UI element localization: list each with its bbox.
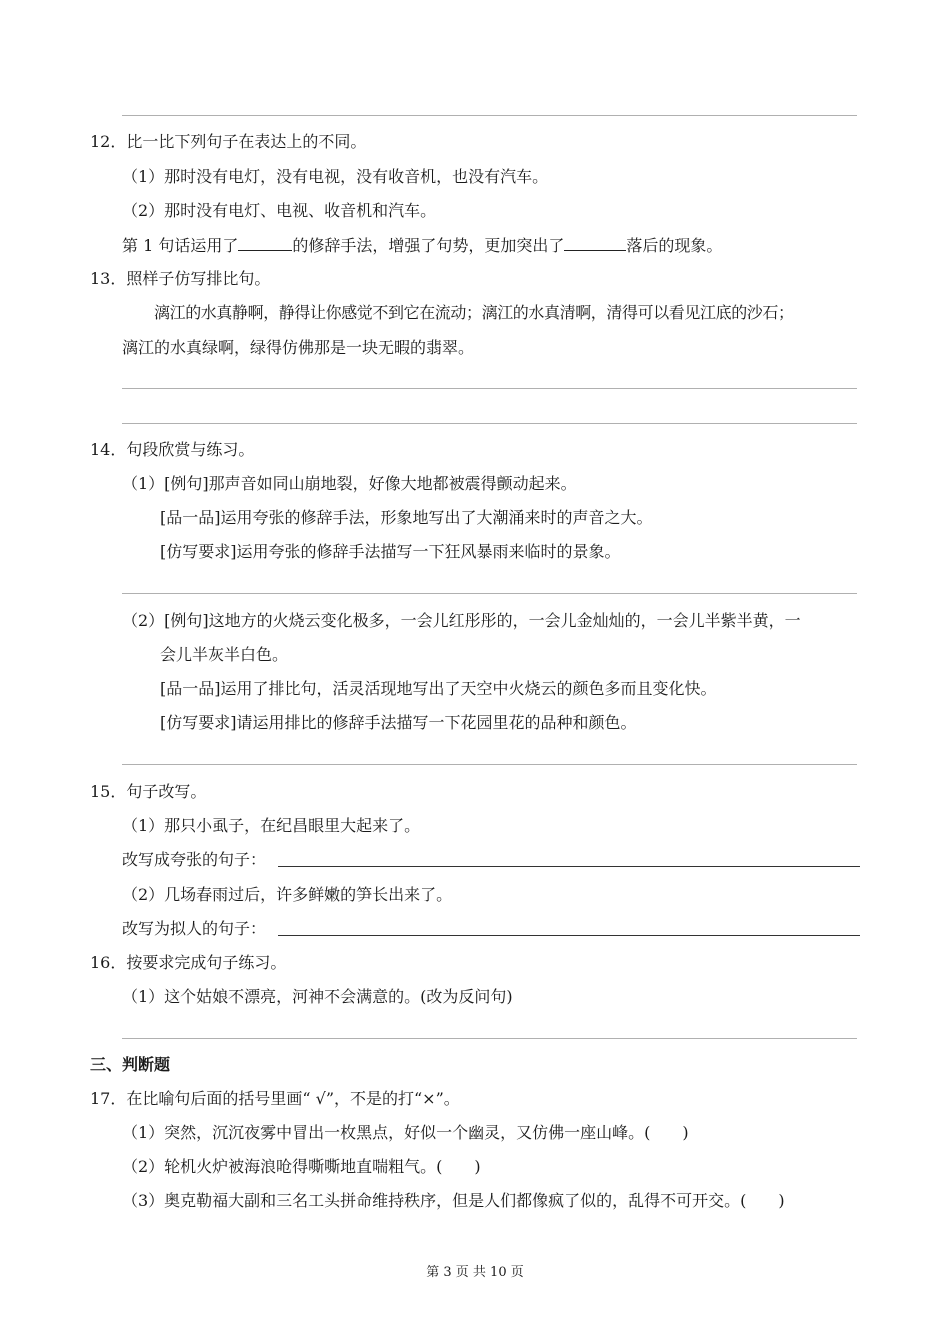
answer-line[interactable] bbox=[278, 935, 860, 936]
answer-line[interactable] bbox=[278, 866, 860, 867]
question-13-title: 13．照样子仿写排比句。 bbox=[90, 269, 271, 288]
question-14-title: 14．句段欣赏与练习。 bbox=[90, 440, 255, 459]
question-13-example-line-1: 漓江的水真静啊，静得让你感觉不到它在流动；漓江的水真清啊，清得可以看见江底的沙石； bbox=[154, 303, 794, 322]
fill-text-b: 的修辞手法，增强了句势，更加突出了 bbox=[292, 236, 565, 255]
question-14-part-1-analysis: [品一品]运用夸张的修辞手法，形象地写出了大潮涌来时的声音之大。 bbox=[160, 508, 653, 527]
question-17-item-2: （2）轮机火炉被海浪呛得嘶嘶地直喘粗气。( ) bbox=[122, 1157, 481, 1176]
answer-line bbox=[122, 593, 857, 594]
question-16-title: 16．按要求完成句子练习。 bbox=[90, 953, 287, 972]
question-14-part-2-task: [仿写要求]请运用排比的修辞手法描写一下花园里花的品种和颜色。 bbox=[160, 713, 637, 732]
question-14-part-1-example: （1）[例句]那声音如同山崩地裂，好像大地都被震得颤动起来。 bbox=[122, 474, 577, 493]
answer-line bbox=[122, 764, 857, 765]
question-12-sentence-1: （1）那时没有电灯，没有电视，没有收音机，也没有汽车。 bbox=[122, 167, 549, 186]
question-15-prompt-1: 改写成夸张的句子： bbox=[122, 850, 267, 869]
answer-line bbox=[122, 423, 857, 424]
answer-line bbox=[122, 388, 857, 389]
question-13-example-line-2: 漓江的水真绿啊，绿得仿佛那是一块无暇的翡翠。 bbox=[122, 338, 475, 357]
answer-line bbox=[122, 1038, 857, 1039]
question-14-part-2-analysis: [品一品]运用了排比句，活灵活现地写出了天空中火烧云的颜色多而且变化快。 bbox=[160, 679, 717, 698]
question-14-part-2-example-line-1: （2）[例句]这地方的火烧云变化极多，一会儿红彤彤的，一会儿金灿灿的，一会儿半紫半黄，一 bbox=[122, 611, 801, 630]
question-17-item-1: （1）突然，沉沉夜雾中冒出一枚黑点，好似一个幽灵，又仿佛一座山峰。( ) bbox=[122, 1123, 689, 1142]
answer-line bbox=[122, 115, 857, 116]
question-15-sentence-1: （1）那只小虱子，在纪昌眼里大起来了。 bbox=[122, 816, 421, 835]
section-title-judgment: 三、判断题 bbox=[90, 1055, 171, 1074]
question-15-prompt-2: 改写为拟人的句子： bbox=[122, 919, 267, 938]
question-16-sentence-1: （1）这个姑娘不漂亮，河神不会满意的。(改为反问句) bbox=[122, 987, 513, 1006]
fill-text-c: 落后的现象。 bbox=[626, 236, 723, 255]
question-17-title: 17．在比喻句后面的括号里画“ √”，不是的打“×”。 bbox=[90, 1089, 460, 1108]
question-12-fill-sentence bbox=[122, 234, 722, 257]
fill-text-a: 第 1 句话运用了 bbox=[122, 236, 239, 255]
question-15-title: 15．句子改写。 bbox=[90, 782, 207, 801]
fill-blank-2[interactable] bbox=[564, 234, 626, 251]
question-14-part-1-task: [仿写要求]运用夸张的修辞手法描写一下狂风暴雨来临时的景象。 bbox=[160, 542, 621, 561]
question-12-title: 12．比一比下列句子在表达上的不同。 bbox=[90, 132, 367, 151]
question-15-sentence-2: （2）几场春雨过后，许多鲜嫩的笋长出来了。 bbox=[122, 885, 453, 904]
question-14-part-2-example-line-2: 会儿半灰半白色。 bbox=[160, 645, 289, 664]
page-number: 第 3 页 共 10 页 bbox=[426, 1265, 524, 1280]
question-12-sentence-2: （2）那时没有电灯、电视、收音机和汽车。 bbox=[122, 201, 437, 220]
fill-blank-1[interactable] bbox=[238, 234, 292, 251]
question-17-item-3: （3）奥克勒福大副和三名工头拼命维持秩序，但是人们都像疯了似的，乱得不可开交。( ) bbox=[122, 1191, 785, 1210]
